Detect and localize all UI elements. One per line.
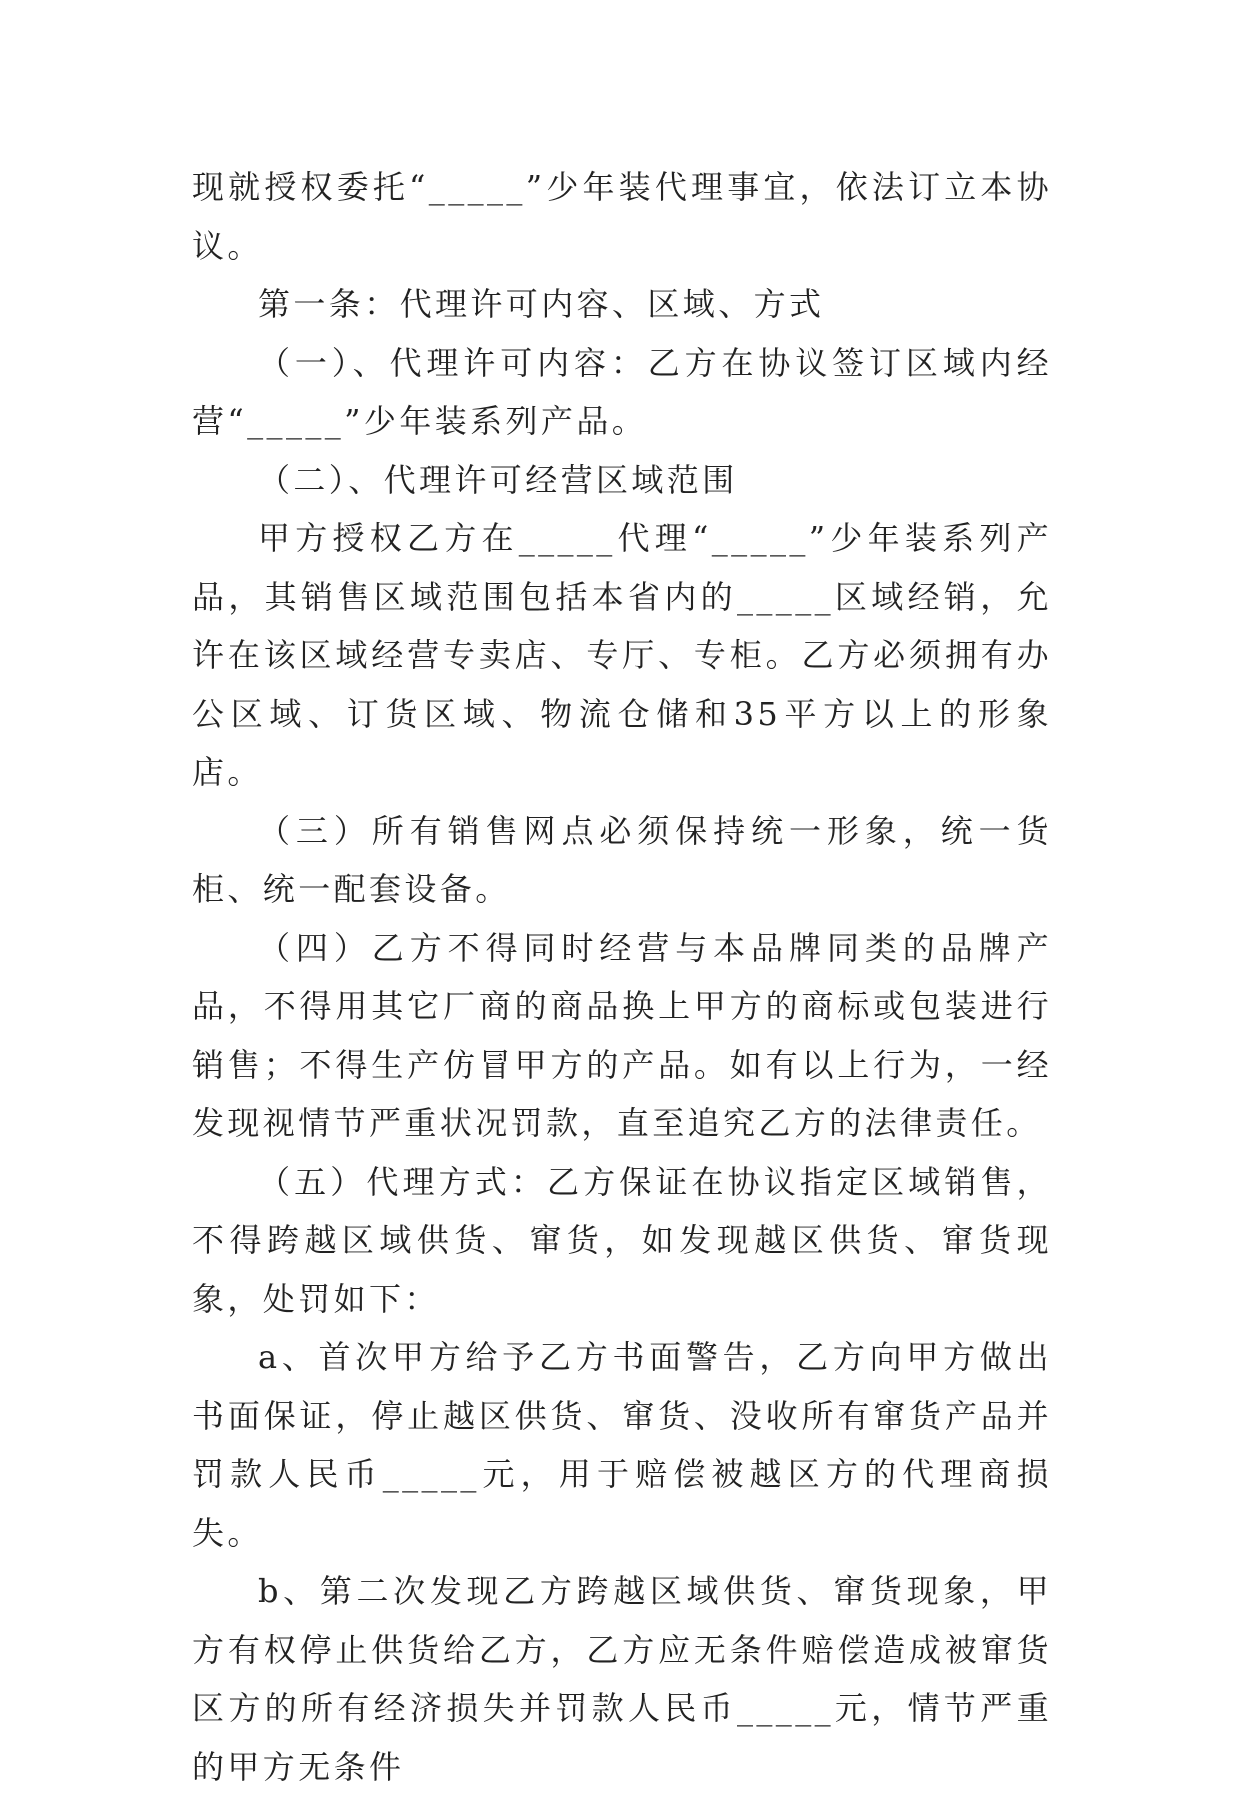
document-body (192, 158, 1052, 1796)
paragraph-first-violation: a、首次甲方给予乙方书面警告，乙方向甲方做出书面保证，停止越区供货、窜货、没收所有窜货产品并罚款人民币_____元，用于赔偿被越区方的代理商损失。 (192, 1338, 1052, 1552)
paragraph-license-region: 甲方授权乙方在_____代理“_____”少年装系列产品，其销售区域范围包括本省内的_____区域经销，允许在该区域经营专卖店、专厅、专柜。乙方必须拥有办公区域、订货区域、物流仓储和35平方以上的形象店。 (192, 519, 1052, 791)
paragraph-license-region-heading: （二）、代理许可经营区域范围 (258, 460, 738, 499)
paragraph-unified-image: （三）所有销售网点必须保持统一形象，统一货柜、统一配套设备。 (192, 811, 1052, 908)
paragraph-authorization: 现就授权委托“_____”少年装代理事宜，依法订立本协议。 (192, 168, 1052, 265)
paragraph-article-one-heading: 第一条：代理许可内容、区域、方式 (258, 285, 825, 323)
paragraph-second-violation: b、第二次发现乙方跨越区域供货、窜货现象，甲方有权停止供货给乙方，乙方应无条件赔偿造成被窜货区方的所有经济损失并罚款人民币_____元，情节严重的甲方无条件 (192, 1572, 1052, 1786)
paragraph-license-content: （一）、代理许可内容：乙方在协议签订区域内经营“_____”少年装系列产品。 (192, 343, 1052, 440)
paragraph-competing-products: （四）乙方不得同时经营与本品牌同类的品牌产品，不得用其它厂商的商品换上甲方的商标或包装进行销售；不得生产仿冒甲方的产品。如有以上行为，一经发现视情节严重状况罚款，直至追究乙方的法律责任。 (192, 928, 1052, 1142)
paragraph-agency-method: （五）代理方式：乙方保证在协议指定区域销售，不得跨越区域供货、窜货，如发现越区供货、窜货现象，处罚如下： (192, 1162, 1052, 1318)
